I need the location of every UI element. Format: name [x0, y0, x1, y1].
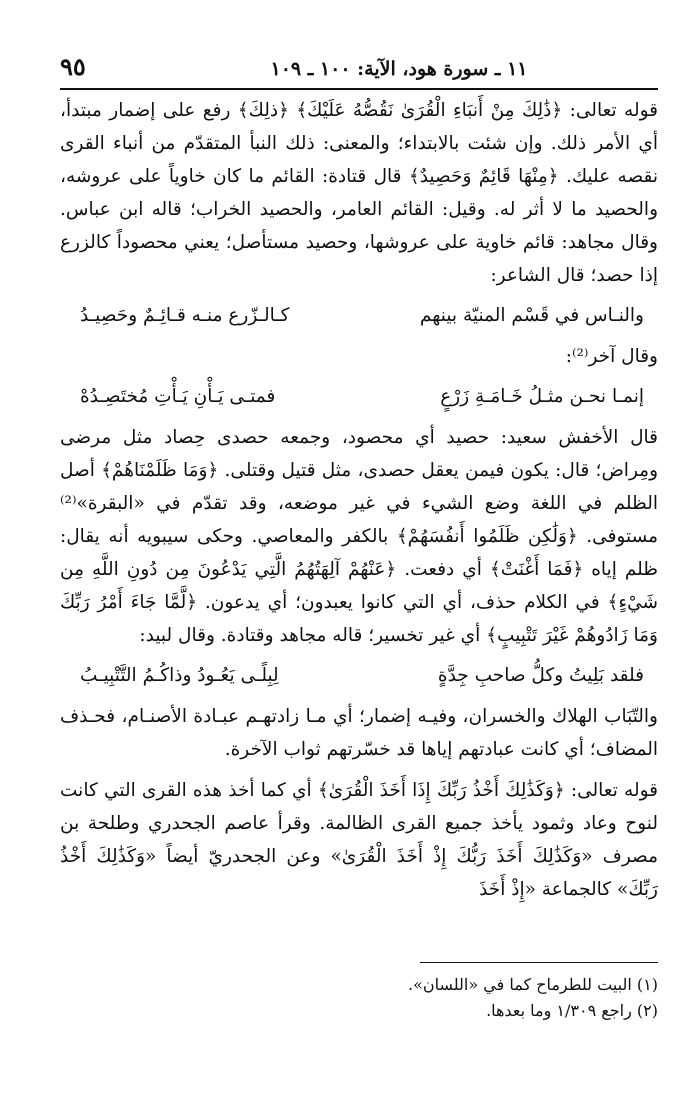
paragraph-gap	[60, 766, 658, 774]
verse-1-first-hemistich: والنـاس في قَسْم المنيّة بينهم	[419, 305, 644, 326]
main-text	[60, 94, 658, 906]
verse-2-second-hemistich: فمتـى يَـأْنِ يَـأْتِ مُختَصِـدُهْ	[80, 386, 276, 407]
poem-verse-1	[60, 292, 658, 340]
header-title: ١١ ـ سورة هود، الآية: ١٠٠ ـ ١٠٩	[270, 58, 528, 80]
verse-2-first-hemistich: إنمـا نحـن مثـلُ خَـامَـةِ زَرْعٍ	[440, 386, 644, 407]
footnote-2: (٢) راجع ١/٣٠٩ وما بعدها.	[486, 1001, 658, 1020]
header-divider	[60, 88, 658, 90]
verse-1-second-hemistich: كـالـزّرع منـه قـائِـمٌ وحَصِيـدُ	[80, 305, 290, 326]
verse-3-first-hemistich: فلقد بَلِيتُ وكلُّ صاحبِ جِدَّةٍ	[437, 665, 644, 686]
paragraph-4: والتّبَاب الهلاك والخسران، وفيـه إضمار؛ أي مـا زادتهـم عبـادة الأصنـام، فحـذف المضاف؛ أي كانت عبادتهم إياها قد خسّرتهم ثواب الآخرة.	[60, 706, 658, 760]
footnotes	[60, 972, 658, 1024]
footnote-1: (١) البيت للطرماح كما في «اللسان».	[407, 975, 658, 994]
poem-verse-2	[60, 373, 658, 421]
verse-3-second-hemistich: لِبِلًـى يَعُـودُ وذاكُـمُ التَّتْبِيـبُ	[80, 665, 279, 686]
running-header	[60, 48, 658, 88]
paragraph-5: قوله تعالى: ﴿وَكَذَٰلِكَ أَخْذُ رَبِّكَ إِذَا أَخَذَ الْقُرَىٰ﴾ أي كما أخذ هذه القرى التي كانت لنوح وعاد وثمود يأخذ جميع القرى الظالمة. وقرأ عاصم الجحدري وطلحة بن مصرف «وَكَذَٰلِكَ أَخَذَ رَبُّكَ إِذْ أَخَذَ الْقُرَىٰ» وعن الجحدريّ أيضاً «وَكَذَٰلِكَ أَخْذُ رَبِّكَ» كالجماعة «إِذْ أَخَذَ	[60, 780, 658, 900]
poem-verse-3	[60, 652, 658, 700]
paragraph-3: قال الأخفش سعيد: حصيد أي محصود، وجمعه حصدى حِصاد مثل مرضى ومِراض؛ قال: يكون فيمن يعقل حصدى، مثل قتيل وقتلى. ﴿وَمَا ظَلَمْنَاهُمْ﴾ أصل الظلم في اللغة وضع الشيء في غير موضعه، وقد تقدّم في «البقرة»⁽²⁾ مستوفى. ﴿وَلَٰكِن ظَلَمُوا أَنفُسَهُمْ﴾ بالكفر والمعاصي. وحكى سيبويه أنه يقال: ظلم إياه ﴿فَمَا أَغْنَتْ﴾ أي دفعت. ﴿عَنْهُمْ آلِهَتُهُمُ الَّتِي يَدْعُونَ مِن دُونِ اللَّهِ مِن شَيْءٍ﴾ في الكلام حذف، أي التي كانوا يعبدون؛ أي يدعون. ﴿لَّمَّا جَاءَ أَمْرُ رَبِّكَ وَمَا زَادُوهُمْ غَيْرَ تَتْبِيبٍ﴾ أي غير تخسير؛ قاله مجاهد وقتادة. وقال لبيد:	[60, 427, 658, 646]
paragraph-2: وقال آخر⁽²⁾:	[565, 346, 658, 367]
footnote-divider	[420, 962, 658, 963]
paragraph-1: قوله تعالى: ﴿ذَٰلِكَ مِنْ أَنبَاءِ الْقُرَىٰ نَقُصُّهُ عَلَيْكَ﴾ ﴿ذلِكَ﴾ رفع على إضمار مبتدأ، أي الأمر ذلك. وإن شئت بالابتداء؛ والمعنى: ذلك النبأ المتقدّم من أنباء القرى نقصه عليك. ﴿مِنْهَا قَائِمٌ وَحَصِيدٌ﴾ قال قتادة: القائم ما كان خاوياً على عروشه، والحصيد ما لا أثر له. وقيل: القائم العامر، والحصيد الخراب؛ قاله ابن عباس. وقال مجاهد: قائم خاوية على عروشها، وحصيد مستأصل؛ يعني محصوداً كالزرع إذا حصد؛ قال الشاعر:	[60, 100, 658, 286]
page-number: ٩٥	[60, 52, 86, 81]
